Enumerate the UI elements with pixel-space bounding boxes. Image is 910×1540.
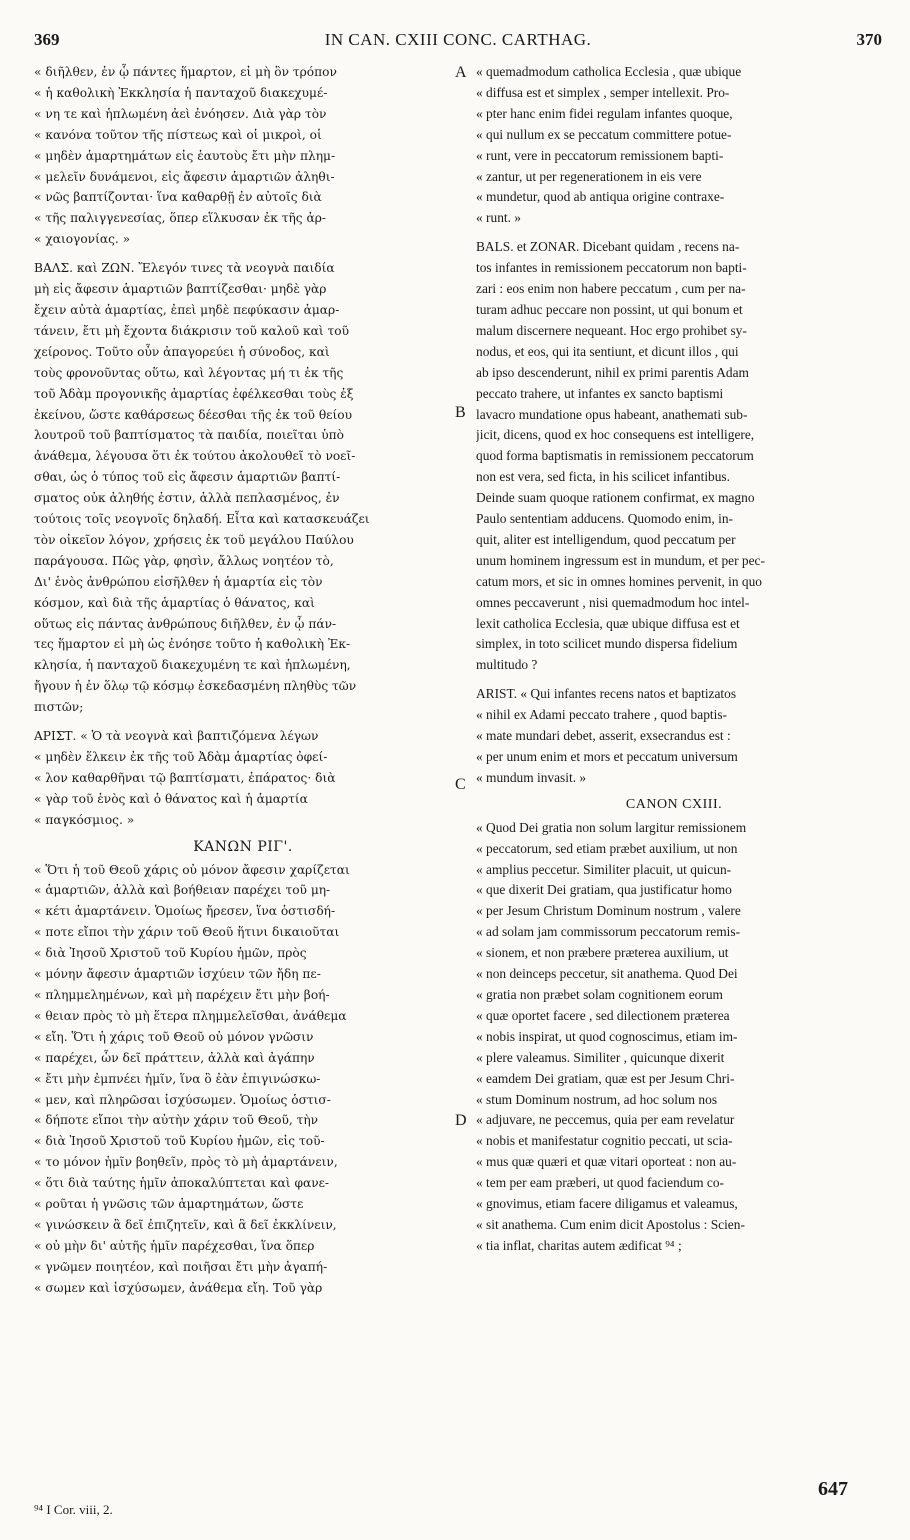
latin-text-line: « mundum invasit. » xyxy=(476,769,587,785)
latin-text-line: ab ipso descenderunt, nihil ex primi parentis Adam xyxy=(476,364,749,380)
greek-text-line: « μόνην ἄφεσιν ἁμαρτιῶν ἰσχύειν τῶν ἤδη πε- xyxy=(34,967,321,982)
greek-text-line: κόσμον, καὶ διὰ τῆς ἁμαρτίας ὁ θάνατος, καὶ xyxy=(34,595,315,610)
latin-balsamon-zonaras xyxy=(476,237,872,676)
latin-text-line: « nobis inspirat, ut quod cognoscimus, etiam im- xyxy=(476,1028,738,1044)
greek-text-line: « παγκόσμιος. » xyxy=(34,812,135,827)
latin-text-line: lexit catholica Ecclesia, quæ ubique diffusa est et xyxy=(476,615,740,631)
greek-text-line: « ροῦται ἡ γνῶσις τῶν ἁμαρτημάτων, ὥστε xyxy=(34,1197,304,1212)
latin-text-line: « eamdem Dei gratiam, quæ est per Jesum Chri- xyxy=(476,1070,735,1086)
greek-quote-top xyxy=(34,62,452,250)
greek-canon-title: ΚΑΝΩΝ ΡΙΓ'. xyxy=(193,838,293,855)
greek-text-line: Δι' ἑνὸς ἀνθρώπου εἰσῆλθεν ἡ ἁμαρτία εἰς τὸν xyxy=(34,574,323,589)
greek-text-line: ΑΡΙΣΤ. « Ὁ τὰ νεογνὰ καὶ βαπτιζόμενα λέγων xyxy=(34,729,319,744)
latin-text-line: turam adhuc peccare non possint, ut qui bonum et xyxy=(476,301,743,317)
latin-text-line: non est vera, sed ficta, in his scilicet infantibus. xyxy=(476,469,730,485)
greek-text-line: « γνῶμεν ποιητέον, καὶ ποιῆσαι ἔτι μὴν ἀγαπή- xyxy=(34,1259,328,1274)
right-page-number: 370 xyxy=(856,30,882,49)
footnote: ⁹⁴ I Cor. viii, 2. xyxy=(34,1502,113,1517)
greek-text-line: τούτοις τοῖς νεογνοῖς δηλαδή. Εἶτα καὶ κατασκευάζει xyxy=(34,512,370,527)
greek-text-line: « μεν, καὶ πληρῶσαι ἰσχύσωμεν. Ὁμοίως ὁστισ- xyxy=(34,1092,331,1107)
latin-text-line: unum hominem ingressum est in mundum, et per pec- xyxy=(476,552,765,568)
greek-text-line: ἐκείνου, ὥστε καθάρσεως δέεσθαι τῆς ἐκ τοῦ θείου xyxy=(34,407,353,422)
greek-text-line: « μηδὲν ἕλκειν ἐκ τῆς τοῦ Ἀδὰμ ἁμαρτίας ὀφεί- xyxy=(34,750,328,764)
greek-text-line: « ὅτι διὰ ταύτης ἡμῖν ἀποκαλύπτεται καὶ φανε- xyxy=(34,1176,330,1191)
latin-text-line: « nihil ex Adami peccato trahere , quod baptis- xyxy=(476,707,727,723)
greek-text-line: λουτροῦ τοῦ βαπτίσματος τὰ παιδία, ποιεῖται ὑπὸ xyxy=(34,428,344,443)
greek-text-line: « διῆλθεν, ἐν ᾧ πάντες ἥμαρτον, εἰ μὴ ὃν τρόπον xyxy=(34,65,337,79)
greek-text-line: τοὺς φρονοῦντας οὕτω, καὶ λέγοντας μή τι ἐκ τῆς xyxy=(34,365,344,380)
latin-text-line: « Quod Dei gratia non solum largitur remissionem xyxy=(476,819,747,835)
greek-text-line: « νῶς βαπτίζονται· ἵνα καθαρθῇ ἐν αὐτοῖς διὰ xyxy=(34,190,322,205)
greek-text-line: « χαιογονίας. » xyxy=(34,232,131,247)
latin-text-line: « ad solam jam commissorum peccatorum remis- xyxy=(476,924,741,940)
latin-text-line: nodus, et eos, qui ita sentiunt, et dicunt illos , qui xyxy=(476,343,739,359)
greek-text-line: « τῆς παλιγγενεσίας, ὅπερ εἵλκυσαν ἐκ τῆς ἀρ- xyxy=(34,211,326,226)
greek-text-line: « γὰρ τοῦ ἑνὸς καὶ ὁ θάνατος καὶ ἡ ἁμαρτία xyxy=(34,791,308,806)
latin-text-line: quit, aliter est intelligendum, quod peccatum per xyxy=(476,531,736,547)
latin-canon-title: CANON CXIII. xyxy=(625,796,723,812)
latin-text-line: « quemadmodum catholica Ecclesia , quæ ubique xyxy=(476,64,742,79)
greek-column xyxy=(34,62,452,1299)
latin-text-line: « quæ oportet facere , sed dilectionem præterea xyxy=(476,1007,730,1023)
latin-text-line: « nobis et manifestatur cognitio peccati, ut scia- xyxy=(476,1133,733,1149)
greek-text-line: πιστῶν; xyxy=(34,700,84,715)
left-page-number: 369 xyxy=(34,30,60,49)
latin-text-line: « gnovimus, etiam facere diligamus et valeamus, xyxy=(476,1196,738,1212)
latin-text-line: Deinde suam quoque rationem confirmat, ex magno xyxy=(476,490,755,506)
latin-text-line: tos infantes in remissionem peccatorum non bapti- xyxy=(476,260,747,276)
greek-text-line: « σωμεν καὶ ἰσχύσωμεν, ἀνάθεμα εἴη. Τοῦ γὰρ xyxy=(34,1280,323,1295)
greek-text-line: « ποτε εἴποι τὴν χάριν τοῦ Θεοῦ ἥτινι δικαιοῦται xyxy=(34,925,340,940)
latin-quote-top xyxy=(476,62,872,229)
latin-text-line: BALS. et ZONAR. Dicebant quidam , recens na- xyxy=(476,239,740,255)
latin-text-line: « mate mundari debet, asserit, exsecrandus est : xyxy=(476,728,731,744)
greek-text-line: τες ἥμαρτον εἰ μὴ ὡς ἐνόησε τοῦτο ἡ καθολικὴ Ἐκ- xyxy=(34,637,351,652)
margin-letter-a: A xyxy=(455,64,467,81)
greek-text-line: παράγουσα. Πῶς γὰρ, φησὶν, ἄλλως νοητέον τὸ, xyxy=(34,553,334,568)
greek-text-line: σθαι, ὡς ὁ τύπος τοῦ εἰς ἄφεσιν ἁμαρτιῶν βαπτί- xyxy=(34,470,341,485)
latin-text-line: ARIST. « Qui infantes recens natos et baptizatos xyxy=(476,686,737,702)
greek-text-line: « παρέχει, ὧν δεῖ πράττειν, ἀλλὰ καὶ ἀγάπην xyxy=(34,1050,315,1065)
greek-text-line: οὕτως εἰς πάντας ἀνθρώπους διῆλθεν, ἐν ᾧ πάν- xyxy=(34,616,337,631)
latin-text-line: omnes peccaverunt , nisi quemadmodum hoc intel- xyxy=(476,594,750,610)
greek-text-line: τοῦ Ἀδὰμ προγονικῆς ἁμαρτίας ἐφέλκεσθαι τοὺς ἐξ xyxy=(34,386,354,401)
latin-text-line: catum mors, et sic in omnes homines pervenit, in quo xyxy=(476,573,762,589)
latin-canon-text xyxy=(476,818,872,1257)
greek-text-line: « διὰ Ἰησοῦ Χριστοῦ τοῦ Κυρίου ἡμῶν, πρὸς xyxy=(34,946,307,961)
latin-column xyxy=(476,62,872,1257)
latin-text-line: « runt, vere in peccatorum remissionem bapti- xyxy=(476,147,724,163)
latin-text-line: « per Jesum Christum Dominum nostrum , valere xyxy=(476,903,741,919)
latin-text-line: « tem per eam præberi, ut quod faciendum co- xyxy=(476,1175,725,1191)
latin-text-line: « runt. » xyxy=(476,210,522,226)
page-header xyxy=(34,30,882,54)
greek-canon-text xyxy=(34,860,452,1299)
greek-text-line: « θειαν πρὸς τὸ μὴ ἕτερα πλημμελεῖσθαι, ἀνάθεμα xyxy=(34,1008,347,1023)
latin-text-line: « pter hanc enim fidei regulam infantes quoque, xyxy=(476,105,733,121)
greek-text-line: « κανόνα τοῦτον τῆς πίστεως καὶ οἱ μικροὶ, οἱ xyxy=(34,127,322,142)
greek-text-line: « λον καθαρθῆναι τῷ βαπτίσματι, ἐπάρατος· διὰ xyxy=(34,770,336,785)
latin-text-line: « diffusa est et simplex , semper intellexit. Pro- xyxy=(476,84,730,100)
latin-text-line: « tia inflat, charitas autem ædificat ⁹⁴ ; xyxy=(476,1237,682,1253)
greek-text-line: ἀνάθεμα, λέγουσα ὅτι ἐκ τούτου ἀκολουθεῖ τὸ νοεῖ- xyxy=(34,449,356,464)
running-title: IN CAN. CXIII CONC. CARTHAG. xyxy=(324,30,592,49)
latin-text-line: « peccatorum, sed etiam præbet auxilium, ut non xyxy=(476,840,738,856)
latin-text-line: quod forma baptismatis in remissionem peccatorum xyxy=(476,448,754,464)
latin-text-line: malum discernere nequeant. Hoc ergo prohibet sy- xyxy=(476,322,747,338)
greek-text-line: « μηδὲν ἁμαρτημάτων εἰς ἑαυτοὺς ἔτι μὴν πλημ- xyxy=(34,148,336,163)
latin-text-line: zari : eos enim non habere peccatum , cum per na- xyxy=(476,281,746,297)
greek-aristenus xyxy=(34,726,452,831)
latin-text-line: jicit, dicens, quod ex hoc consequens est intelligere, xyxy=(476,427,755,443)
greek-text-line: « οὐ μὴν δι' αὐτῆς ἡμῖν παρέχεσθαι, ἵνα ὅπερ xyxy=(34,1238,315,1253)
greek-text-line: « το μόνον ἡμῖν βοηθεῖν, πρὸς τὸ μὴ ἁμαρτάνειν, xyxy=(34,1155,338,1170)
latin-text-line: « non deinceps peccetur, sit anathema. Quod Dei xyxy=(476,966,738,982)
latin-text-line: simplex, in toto scilicet mundo dispersa fidelium xyxy=(476,636,738,652)
greek-text-line: ἔχειν αὐτὰ ἁμαρτίας, ἐπεὶ μηδὲ πεφύκασιν ἁμαρ- xyxy=(34,302,340,317)
greek-text-line: « ἡ καθολικὴ Ἐκκλησία ἡ πανταχοῦ διακεχυμέ- xyxy=(34,85,328,100)
latin-text-line: « stum Dominum nostrum, ad hoc solum nos xyxy=(476,1091,718,1107)
latin-text-line: « mus quæ quæri et quæ vitari oporteat : non au- xyxy=(476,1154,737,1170)
greek-text-line: « νη τε καὶ ἡπλωμένη ἀεὶ ἐνόησεν. Διὰ γὰρ τὸν xyxy=(34,106,327,121)
greek-text-line: ΒΑΛΣ. καὶ ΖΩΝ. Ἔλεγόν τινες τὰ νεογνὰ παιδία xyxy=(34,261,335,276)
greek-text-line: τάνειν, ἔτι μὴ ἔχοντα διάκρισιν τοῦ καλοῦ καὶ τοῦ xyxy=(34,323,350,338)
latin-text-line: « adjuvare, ne peccemus, quia per eam revelatur xyxy=(476,1112,735,1128)
greek-text-line: τὸν οἰκεῖον λόγον, χρήσεις ἐκ τοῦ μεγάλου Παύλου xyxy=(34,532,354,547)
latin-text-line: « per unum enim et mors et peccatum universum xyxy=(476,749,738,764)
greek-text-line: « μελεῖν δυνάμενοι, εἰς ἄφεσιν ἁμαρτιῶν ἀληθι- xyxy=(34,169,335,184)
greek-text-line: « γινώσκειν ἃ δεῖ ἐπιζητεῖν, καὶ ἃ δεῖ ἐκκλίνειν, xyxy=(34,1217,337,1232)
margin-letter-c: C xyxy=(455,776,466,793)
greek-text-line: « κέτι ἁμαρτάνειν. Ὁμοίως ἤρεσεν, ἵνα ὁστισδή- xyxy=(34,904,336,919)
greek-text-line: « εἴη. Ὅτι ἡ χάρις τοῦ Θεοῦ οὐ μόνον γνῶσιν xyxy=(34,1029,314,1044)
greek-balsamon-zonaras xyxy=(34,258,452,718)
greek-text-line: « δήποτε εἴποι τὴν αὐτὴν χάριν τοῦ Θεοῦ, τὴν xyxy=(34,1113,319,1128)
greek-text-line: « πλημμελημένων, καὶ μὴ παρέχειν ἔτι μὴν βοή- xyxy=(34,987,330,1002)
latin-text-line: multitudo ? xyxy=(476,657,538,673)
margin-letter-b: B xyxy=(455,404,466,421)
greek-text-line: « Ὅτι ἡ τοῦ Θεοῦ χάρις οὐ μόνον ἄφεσιν χαρίζεται xyxy=(34,862,350,877)
greek-text-line: κλησία, ἡ πανταχοῦ διακεχυμένη τε καὶ ἡπλωμένη, xyxy=(34,658,351,673)
greek-text-line: χείρονος. Τοῦτο οὖν ἀπαγορεύει ἡ σύνοδος, καὶ xyxy=(34,344,330,359)
latin-text-line: peccato trahere, ut infantes ex sancto baptismi xyxy=(476,385,724,401)
greek-text-line: « ἔτι μὴν ἐμπνέει ἡμῖν, ἵνα ὃ ἐὰν ἐπιγινώσκω- xyxy=(34,1071,321,1086)
latin-text-line: « que dixerit Dei gratiam, qua justificatur homo xyxy=(476,882,732,898)
greek-text-line: σματος οὐκ ἀληθής ἐστιν, ἀλλὰ πεπλασμένος, ἐν xyxy=(34,491,340,506)
greek-text-line: μὴ εἰς ἄφεσιν ἁμαρτιῶν βαπτίζεσθαι· μηδὲ γὰρ xyxy=(34,282,327,297)
greek-text-line: ἤγουν ἡ ἐν ὅλῳ τῷ κόσμῳ ἐσκεδασμένη πληθὺς τῶν xyxy=(34,679,357,694)
latin-aristenus xyxy=(476,684,872,789)
margin-letter-d: D xyxy=(455,1112,467,1129)
latin-text-line: « plere valeamus. Similiter , quicunque dixerit xyxy=(476,1049,725,1065)
latin-text-line: « gratia non præbet solam cognitionem eorum xyxy=(476,986,723,1002)
latin-text-line: « zantur, ut per regenerationem in eis vere xyxy=(476,168,702,184)
latin-text-line: « amplius peccetur. Similiter placuit, ut quicun- xyxy=(476,861,732,877)
latin-text-line: « mundetur, quod ab antiqua origine contraxe- xyxy=(476,189,725,205)
bottom-page-number: 647 xyxy=(818,1478,848,1500)
latin-text-line: lavacro mundatione opus habeant, anathemati sub- xyxy=(476,406,748,422)
latin-text-line: Paulo sententiam adducens. Quomodo enim, in- xyxy=(476,511,733,527)
latin-text-line: « qui nullum ex se peccatum committere potue- xyxy=(476,126,732,142)
latin-text-line: « sionem, et non præbere præterea auxilium, ut xyxy=(476,945,729,961)
latin-text-line: « sit anathema. Cum enim dicit Apostolus : Scien- xyxy=(476,1216,745,1232)
greek-text-line: « διὰ Ἰησοῦ Χριστοῦ τοῦ Κυρίου ἡμῶν, εἰς τοῦ- xyxy=(34,1134,325,1149)
greek-text-line: « ἁμαρτιῶν, ἀλλὰ καὶ βοήθειαν παρέχει τοῦ μη- xyxy=(34,883,331,898)
